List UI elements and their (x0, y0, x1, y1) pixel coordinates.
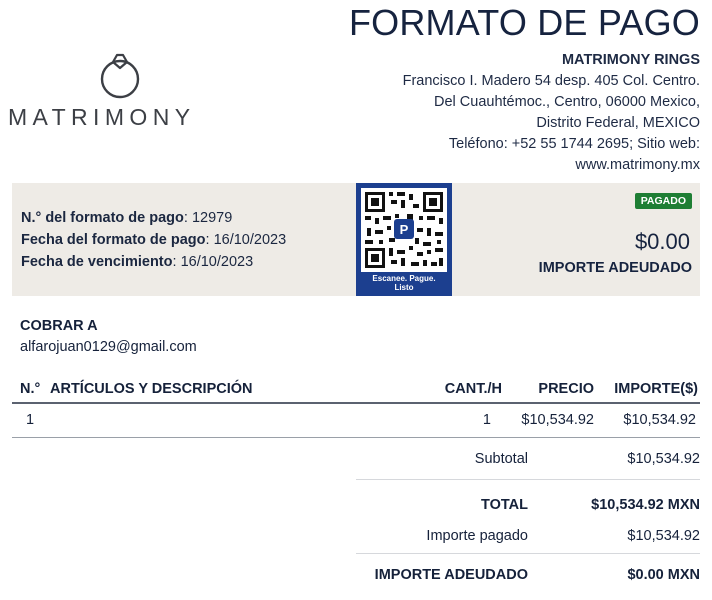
amount-paid-value: $10,534.92 (627, 528, 700, 544)
qr-caption-line: Escanee. Pague. (372, 274, 436, 283)
company-name: MATRIMONY RINGS (561, 52, 700, 68)
row-number: 1 (26, 412, 35, 428)
payment-date-label: Fecha del formato de pago (21, 232, 206, 248)
company-address-line: Francisco I. Madero 54 desp. 405 Col. Centro. (402, 73, 700, 89)
balance-due-value: $0.00 MXN (627, 567, 700, 583)
row-amount: $10,534.92 (623, 412, 696, 428)
logo-wordmark: MATRIMONY (8, 104, 196, 130)
col-amount-header: IMPORTE($) (614, 381, 698, 397)
due-date-label: Fecha de vencimiento (21, 254, 173, 270)
qr-icon (361, 188, 447, 272)
qr-pattern (361, 188, 447, 272)
amount-paid-label: Importe pagado (426, 528, 528, 544)
amount-due-value: $0.00 (634, 229, 690, 254)
total-row (356, 480, 700, 528)
bill-to-label: COBRAR A (20, 318, 98, 334)
company-address-line: Distrito Federal, MEXICO (536, 115, 700, 131)
payment-number: 12979 (191, 210, 233, 226)
due-date: 16/10/2023 (180, 254, 254, 270)
subtotal-row (356, 438, 700, 480)
col-price-header: PRECIO (538, 381, 594, 397)
items-table (12, 378, 700, 438)
company-info (403, 50, 700, 176)
company-address-line: Del Cuauhtémoc., Centro, 06000 Mexico, (434, 94, 700, 110)
bill-to-section (20, 316, 197, 358)
subtotal-label: Subtotal (474, 451, 528, 467)
paid-status-badge: PAGADO (635, 193, 692, 209)
col-description-header: ARTÍCULOS Y DESCRIPCIÓN (50, 381, 253, 397)
payment-info-band (12, 183, 700, 296)
balance-due-label: IMPORTE ADEUDADO (374, 567, 528, 583)
amount-due-label: IMPORTE ADEUDADO (538, 260, 692, 276)
amount-paid-row (356, 528, 700, 554)
balance-due-row (356, 554, 700, 600)
svg-text:P: P (399, 222, 409, 237)
subtotal-value: $10,534.92 (627, 451, 700, 467)
payment-date: 16/10/2023 (213, 232, 287, 248)
col-number-header: N.° (20, 381, 41, 397)
qr-caption-line: Listo (394, 283, 414, 292)
row-qty: 1 (482, 412, 491, 428)
document-title: FORMATO DE PAGO (348, 2, 700, 43)
row-price: $10,534.92 (521, 412, 594, 428)
total-value: $10,534.92 MXN (591, 497, 700, 513)
qr-code[interactable] (356, 183, 452, 296)
col-qty-header: CANT./H (444, 381, 502, 397)
table-header (12, 378, 700, 404)
company-website[interactable]: www.matrimony.mx (575, 157, 700, 173)
totals-section (356, 438, 700, 600)
qr-caption (356, 272, 452, 292)
company-logo (8, 50, 232, 130)
company-phone-line: Teléfono: +52 55 1744 2695; Sitio web: (448, 136, 700, 152)
payment-details: N.° del formato de pago: 12979 Fecha del formato de pago: 16/10/2023 Fecha de vencimiento: 16/10/2023 (21, 210, 287, 270)
payment-number-label: N.° del formato de pago (21, 210, 184, 226)
ring-icon (96, 50, 144, 100)
bill-to-email[interactable]: alfarojuan0129@gmail.com (20, 339, 197, 355)
table-row (12, 404, 700, 438)
total-label: TOTAL (481, 497, 528, 513)
